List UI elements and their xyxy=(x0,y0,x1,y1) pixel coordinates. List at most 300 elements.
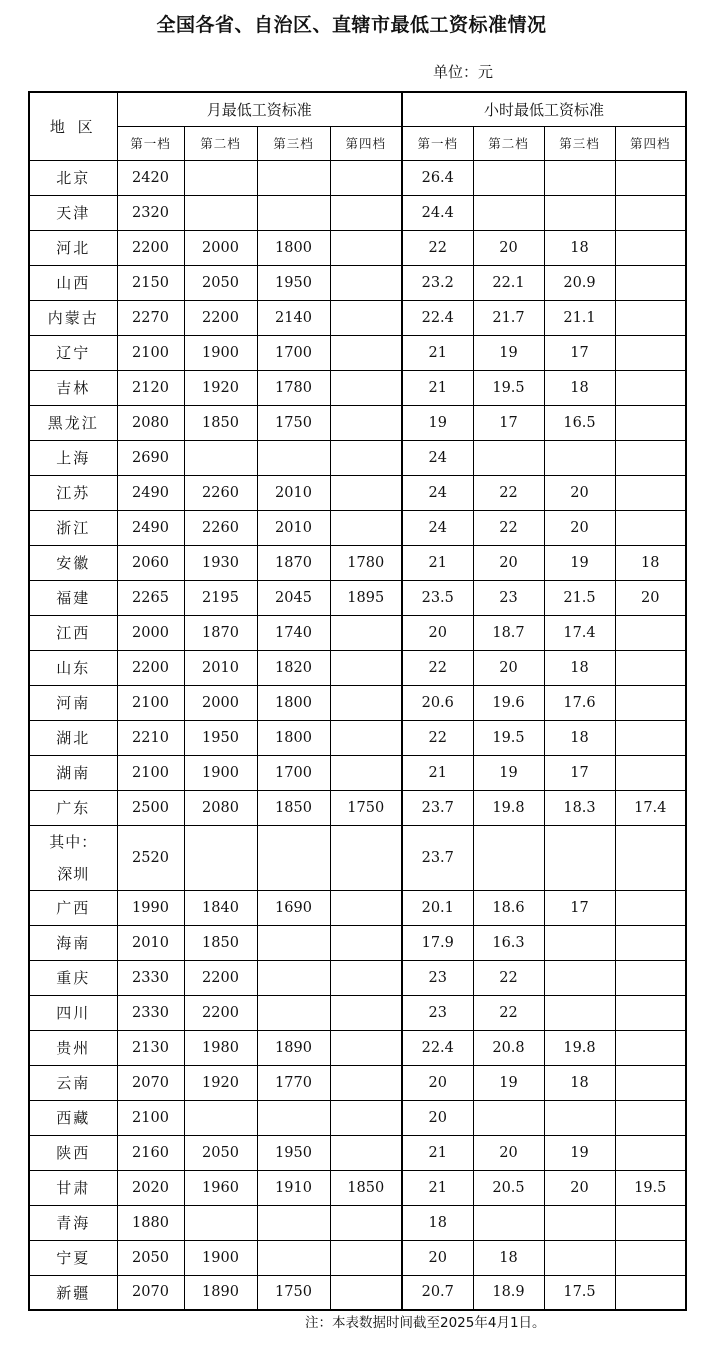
hourly-tier-2-cell: 18 xyxy=(473,1240,544,1275)
region-cell: 重庆 xyxy=(29,960,117,995)
table-row xyxy=(29,405,686,440)
monthly-tier-4-cell xyxy=(330,370,402,405)
monthly-tier-3-cell xyxy=(257,1100,330,1135)
table-row xyxy=(29,790,686,825)
monthly-tier-4-cell xyxy=(330,1030,402,1065)
monthly-tier-4-cell xyxy=(330,685,402,720)
region-cell: 安徽 xyxy=(29,545,117,580)
hourly-tier-3-cell xyxy=(544,1240,615,1275)
hourly-tier-1-cell: 21 xyxy=(402,545,473,580)
monthly-tier-4-cell: 1895 xyxy=(330,580,402,615)
monthly-tier-3-cell: 1740 xyxy=(257,615,330,650)
hourly-tier-3-cell: 17.4 xyxy=(544,615,615,650)
monthly-tier-2-cell: 1960 xyxy=(184,1170,257,1205)
hourly-tier-2-cell xyxy=(473,1205,544,1240)
table-row xyxy=(29,1205,686,1240)
monthly-tier-4-cell xyxy=(330,1205,402,1240)
hourly-tier-2-cell: 18.6 xyxy=(473,890,544,925)
monthly-tier-3-cell: 2045 xyxy=(257,580,330,615)
hourly-tier-2-cell: 20 xyxy=(473,230,544,265)
monthly-tier-4-cell xyxy=(330,650,402,685)
hourly-tier-1-cell: 20 xyxy=(402,1240,473,1275)
monthly-tier-1-cell: 2320 xyxy=(117,195,184,230)
monthly-tier-4-cell: 1750 xyxy=(330,790,402,825)
monthly-tier-4-cell xyxy=(330,195,402,230)
hourly-tier-4-cell xyxy=(615,650,686,685)
hourly-tier-3-cell: 21.1 xyxy=(544,300,615,335)
hourly-tier-2-cell: 18.9 xyxy=(473,1275,544,1310)
monthly-tier-1-cell: 1880 xyxy=(117,1205,184,1240)
hourly-tier-1-cell: 21 xyxy=(402,335,473,370)
hourly-tier-1-cell: 24 xyxy=(402,510,473,545)
monthly-tier-1-cell: 2100 xyxy=(117,1100,184,1135)
hourly-tier-1-cell: 21 xyxy=(402,1170,473,1205)
hourly-tier-1-cell: 24 xyxy=(402,440,473,475)
hourly-tier-3-cell: 20 xyxy=(544,1170,615,1205)
table-row xyxy=(29,335,686,370)
region-cell: 广西 xyxy=(29,890,117,925)
hourly-tier-3-cell xyxy=(544,825,615,890)
hourly-tier-3-cell: 20.9 xyxy=(544,265,615,300)
hourly-tier-4-cell xyxy=(615,160,686,195)
hourly-tier-2-cell: 20.8 xyxy=(473,1030,544,1065)
monthly-tier-2-cell xyxy=(184,825,257,890)
monthly-tier-4-cell xyxy=(330,995,402,1030)
monthly-tier-2-cell: 1920 xyxy=(184,1065,257,1100)
hourly-tier-4-cell: 20 xyxy=(615,580,686,615)
hourly-tier-2-header: 第二档 xyxy=(473,126,544,160)
hourly-tier-2-cell xyxy=(473,1100,544,1135)
hourly-tier-3-cell xyxy=(544,960,615,995)
page-title: 全国各省、自治区、直辖市最低工资标准情况 xyxy=(156,14,547,36)
hourly-tier-1-cell: 17.9 xyxy=(402,925,473,960)
hourly-tier-3-cell: 18 xyxy=(544,720,615,755)
hourly-tier-3-cell xyxy=(544,440,615,475)
hourly-tier-4-cell xyxy=(615,1275,686,1310)
monthly-tier-1-cell: 2420 xyxy=(117,160,184,195)
hourly-tier-2-cell: 19 xyxy=(473,1065,544,1100)
table-row xyxy=(29,960,686,995)
hourly-tier-4-cell xyxy=(615,300,686,335)
hourly-tier-2-cell: 18.7 xyxy=(473,615,544,650)
hourly-tier-4-cell xyxy=(615,1135,686,1170)
monthly-tier-1-cell: 2100 xyxy=(117,335,184,370)
table-row xyxy=(29,685,686,720)
hourly-tier-4-cell xyxy=(615,720,686,755)
hourly-tier-2-cell xyxy=(473,160,544,195)
monthly-tier-4-header: 第四档 xyxy=(330,126,402,160)
hourly-tier-3-cell: 21.5 xyxy=(544,580,615,615)
monthly-tier-1-cell: 2070 xyxy=(117,1065,184,1100)
monthly-tier-1-cell: 2690 xyxy=(117,440,184,475)
monthly-tier-3-cell xyxy=(257,825,330,890)
monthly-tier-3-cell: 1820 xyxy=(257,650,330,685)
monthly-tier-2-header: 第二档 xyxy=(184,126,257,160)
region-cell: 四川 xyxy=(29,995,117,1030)
table-row xyxy=(29,755,686,790)
hourly-tier-4-cell xyxy=(615,1065,686,1100)
monthly-tier-3-cell: 1950 xyxy=(257,1135,330,1170)
region-cell: 江西 xyxy=(29,615,117,650)
table-row xyxy=(29,1100,686,1135)
monthly-tier-1-cell: 1990 xyxy=(117,890,184,925)
hourly-tier-4-cell xyxy=(615,475,686,510)
monthly-tier-4-cell xyxy=(330,160,402,195)
hourly-tier-2-cell: 19.5 xyxy=(473,370,544,405)
hourly-tier-1-cell: 21 xyxy=(402,370,473,405)
monthly-tier-4-cell xyxy=(330,1240,402,1275)
hourly-tier-4-cell xyxy=(615,1240,686,1275)
table-row xyxy=(29,510,686,545)
region-cell: 宁夏 xyxy=(29,1240,117,1275)
monthly-tier-2-cell: 1930 xyxy=(184,545,257,580)
monthly-tier-2-cell: 1900 xyxy=(184,1240,257,1275)
hourly-tier-2-cell: 22 xyxy=(473,995,544,1030)
monthly-tier-2-cell: 1980 xyxy=(184,1030,257,1065)
table-row xyxy=(29,475,686,510)
monthly-tier-3-cell: 1800 xyxy=(257,720,330,755)
monthly-tier-4-cell xyxy=(330,475,402,510)
hourly-tier-3-cell: 20 xyxy=(544,475,615,510)
monthly-tier-3-cell xyxy=(257,1240,330,1275)
hourly-tier-2-cell: 19.5 xyxy=(473,720,544,755)
table-header xyxy=(29,92,686,160)
monthly-tier-2-cell: 2080 xyxy=(184,790,257,825)
hourly-tier-1-cell: 22.4 xyxy=(402,300,473,335)
hourly-tier-1-cell: 21 xyxy=(402,755,473,790)
table-row xyxy=(29,1065,686,1100)
hourly-tier-3-cell: 18 xyxy=(544,230,615,265)
monthly-tier-1-cell: 2490 xyxy=(117,475,184,510)
unit-label: 单位：元 xyxy=(433,63,494,81)
monthly-tier-3-cell xyxy=(257,995,330,1030)
monthly-tier-2-cell: 1900 xyxy=(184,335,257,370)
hourly-tier-4-cell xyxy=(615,440,686,475)
monthly-tier-2-cell: 1950 xyxy=(184,720,257,755)
hourly-tier-1-cell: 20.6 xyxy=(402,685,473,720)
header-group-row xyxy=(29,92,686,126)
monthly-tier-3-cell xyxy=(257,1205,330,1240)
hourly-tier-4-cell xyxy=(615,1100,686,1135)
hourly-tier-1-cell: 23 xyxy=(402,995,473,1030)
hourly-tier-1-cell: 20 xyxy=(402,1065,473,1100)
monthly-tier-2-cell xyxy=(184,1100,257,1135)
hourly-tier-2-cell: 20 xyxy=(473,1135,544,1170)
monthly-tier-1-cell: 2270 xyxy=(117,300,184,335)
hourly-tier-4-cell xyxy=(615,995,686,1030)
region-cell: 新疆 xyxy=(29,1275,117,1310)
region-column-header: 地 区 xyxy=(29,92,117,160)
hourly-tier-3-cell xyxy=(544,1205,615,1240)
monthly-tier-4-cell xyxy=(330,615,402,650)
monthly-tier-4-cell xyxy=(330,925,402,960)
monthly-tier-1-cell: 2070 xyxy=(117,1275,184,1310)
hourly-tier-4-cell xyxy=(615,510,686,545)
hourly-tier-2-cell xyxy=(473,440,544,475)
hourly-tier-4-cell xyxy=(615,405,686,440)
footnote: 注：本表数据时间截至2025年4月1日。 xyxy=(305,1315,546,1331)
monthly-tier-2-cell: 2050 xyxy=(184,1135,257,1170)
monthly-tier-2-cell xyxy=(184,440,257,475)
monthly-tier-1-cell: 2210 xyxy=(117,720,184,755)
hourly-tier-1-cell: 23.5 xyxy=(402,580,473,615)
hourly-tier-2-cell: 19.6 xyxy=(473,685,544,720)
monthly-tier-4-cell xyxy=(330,960,402,995)
monthly-tier-3-cell: 1770 xyxy=(257,1065,330,1100)
region-cell: 青海 xyxy=(29,1205,117,1240)
monthly-tier-1-cell: 2490 xyxy=(117,510,184,545)
monthly-tier-1-cell: 2200 xyxy=(117,230,184,265)
hourly-tier-3-cell xyxy=(544,160,615,195)
hourly-tier-3-cell: 17 xyxy=(544,755,615,790)
monthly-tier-3-cell: 1750 xyxy=(257,405,330,440)
table-row xyxy=(29,825,686,890)
table-row xyxy=(29,195,686,230)
table-row xyxy=(29,1030,686,1065)
hourly-tier-2-cell: 20.5 xyxy=(473,1170,544,1205)
monthly-tier-4-cell xyxy=(330,1065,402,1100)
monthly-tier-1-cell: 2080 xyxy=(117,405,184,440)
region-cell: 吉林 xyxy=(29,370,117,405)
monthly-tier-3-cell: 1910 xyxy=(257,1170,330,1205)
hourly-tier-3-cell: 17.6 xyxy=(544,685,615,720)
monthly-tier-4-cell: 1850 xyxy=(330,1170,402,1205)
hourly-tier-1-cell: 26.4 xyxy=(402,160,473,195)
monthly-tier-3-cell: 1890 xyxy=(257,1030,330,1065)
region-cell: 甘肃 xyxy=(29,1170,117,1205)
monthly-tier-3-cell xyxy=(257,195,330,230)
region-cell: 陕西 xyxy=(29,1135,117,1170)
monthly-tier-1-header: 第一档 xyxy=(117,126,184,160)
monthly-tier-1-cell: 2200 xyxy=(117,650,184,685)
monthly-tier-4-cell xyxy=(330,230,402,265)
hourly-tier-1-header: 第一档 xyxy=(402,126,473,160)
hourly-tier-4-cell xyxy=(615,1205,686,1240)
hourly-tier-3-cell: 18.3 xyxy=(544,790,615,825)
hourly-tier-4-cell: 17.4 xyxy=(615,790,686,825)
monthly-tier-4-cell xyxy=(330,825,402,890)
hourly-tier-3-cell: 16.5 xyxy=(544,405,615,440)
hourly-tier-4-cell xyxy=(615,685,686,720)
monthly-tier-3-cell: 2140 xyxy=(257,300,330,335)
monthly-tier-2-cell: 2260 xyxy=(184,475,257,510)
monthly-tier-2-cell: 2200 xyxy=(184,960,257,995)
table-row xyxy=(29,580,686,615)
hourly-tier-2-cell: 20 xyxy=(473,650,544,685)
table-row xyxy=(29,615,686,650)
monthly-tier-4-cell xyxy=(330,335,402,370)
hourly-tier-4-cell xyxy=(615,370,686,405)
table-row xyxy=(29,230,686,265)
region-cell: 福建 xyxy=(29,580,117,615)
monthly-tier-4-cell xyxy=(330,405,402,440)
hourly-tier-2-cell: 23 xyxy=(473,580,544,615)
hourly-tier-1-cell: 24 xyxy=(402,475,473,510)
hourly-tier-2-cell: 16.3 xyxy=(473,925,544,960)
monthly-tier-2-cell: 1870 xyxy=(184,615,257,650)
hourly-tier-3-cell: 19 xyxy=(544,545,615,580)
hourly-tier-1-cell: 22 xyxy=(402,650,473,685)
hourly-tier-2-cell: 19 xyxy=(473,755,544,790)
monthly-tier-2-cell: 2050 xyxy=(184,265,257,300)
hourly-tier-4-cell xyxy=(615,230,686,265)
monthly-tier-2-cell: 2200 xyxy=(184,300,257,335)
hourly-tier-1-cell: 22 xyxy=(402,230,473,265)
monthly-wage-header: 月最低工资标准 xyxy=(117,92,402,126)
hourly-tier-4-cell: 18 xyxy=(615,545,686,580)
monthly-tier-2-cell: 2000 xyxy=(184,685,257,720)
hourly-tier-1-cell: 19 xyxy=(402,405,473,440)
monthly-tier-4-cell xyxy=(330,755,402,790)
hourly-tier-2-cell xyxy=(473,825,544,890)
monthly-tier-3-header: 第三档 xyxy=(257,126,330,160)
table-row xyxy=(29,1275,686,1310)
region-cell: 上海 xyxy=(29,440,117,475)
monthly-tier-3-cell: 1690 xyxy=(257,890,330,925)
hourly-tier-4-cell xyxy=(615,195,686,230)
table-row xyxy=(29,995,686,1030)
monthly-tier-1-cell: 2160 xyxy=(117,1135,184,1170)
monthly-tier-1-cell: 2150 xyxy=(117,265,184,300)
hourly-tier-3-cell xyxy=(544,195,615,230)
min-wage-table xyxy=(28,91,687,1311)
table-body xyxy=(29,160,686,1310)
hourly-tier-2-cell: 21.7 xyxy=(473,300,544,335)
monthly-tier-2-cell: 2010 xyxy=(184,650,257,685)
table-row xyxy=(29,160,686,195)
table-row xyxy=(29,925,686,960)
hourly-tier-1-cell: 23.2 xyxy=(402,265,473,300)
hourly-tier-1-cell: 22 xyxy=(402,720,473,755)
hourly-tier-2-cell: 22 xyxy=(473,960,544,995)
monthly-tier-3-cell: 1700 xyxy=(257,335,330,370)
hourly-tier-4-cell xyxy=(615,335,686,370)
table-row xyxy=(29,300,686,335)
monthly-tier-3-cell xyxy=(257,160,330,195)
monthly-tier-1-cell: 2060 xyxy=(117,545,184,580)
monthly-tier-3-cell: 1870 xyxy=(257,545,330,580)
hourly-tier-2-cell: 20 xyxy=(473,545,544,580)
table-row xyxy=(29,1240,686,1275)
hourly-tier-1-cell: 22.4 xyxy=(402,1030,473,1065)
hourly-tier-1-cell: 20.1 xyxy=(402,890,473,925)
monthly-tier-1-cell: 2330 xyxy=(117,960,184,995)
hourly-tier-4-cell xyxy=(615,890,686,925)
region-cell: 浙江 xyxy=(29,510,117,545)
monthly-tier-4-cell xyxy=(330,265,402,300)
monthly-tier-1-cell: 2010 xyxy=(117,925,184,960)
monthly-tier-1-cell: 2020 xyxy=(117,1170,184,1205)
hourly-tier-4-header: 第四档 xyxy=(615,126,686,160)
hourly-tier-3-cell xyxy=(544,995,615,1030)
table-row xyxy=(29,1170,686,1205)
monthly-tier-3-cell: 2010 xyxy=(257,510,330,545)
monthly-tier-2-cell: 2200 xyxy=(184,995,257,1030)
hourly-tier-2-cell: 22 xyxy=(473,510,544,545)
monthly-tier-4-cell xyxy=(330,1100,402,1135)
hourly-tier-4-cell xyxy=(615,825,686,890)
table-row xyxy=(29,545,686,580)
monthly-tier-2-cell: 2000 xyxy=(184,230,257,265)
monthly-tier-3-cell: 1700 xyxy=(257,755,330,790)
monthly-tier-2-cell xyxy=(184,160,257,195)
monthly-tier-2-cell: 1840 xyxy=(184,890,257,925)
monthly-tier-2-cell xyxy=(184,195,257,230)
monthly-tier-3-cell: 1780 xyxy=(257,370,330,405)
monthly-tier-3-cell: 1800 xyxy=(257,685,330,720)
region-cell: 北京 xyxy=(29,160,117,195)
hourly-tier-2-cell xyxy=(473,195,544,230)
region-cell: 内蒙古 xyxy=(29,300,117,335)
hourly-tier-1-cell: 23.7 xyxy=(402,825,473,890)
hourly-tier-3-cell: 17.5 xyxy=(544,1275,615,1310)
hourly-tier-3-header: 第三档 xyxy=(544,126,615,160)
region-cell: 天津 xyxy=(29,195,117,230)
region-cell: 海南 xyxy=(29,925,117,960)
monthly-tier-1-cell: 2265 xyxy=(117,580,184,615)
region-cell: 黑龙江 xyxy=(29,405,117,440)
hourly-tier-2-cell: 22.1 xyxy=(473,265,544,300)
region-cell: 云南 xyxy=(29,1065,117,1100)
monthly-tier-2-cell: 2260 xyxy=(184,510,257,545)
hourly-tier-2-cell: 22 xyxy=(473,475,544,510)
monthly-tier-2-cell: 1890 xyxy=(184,1275,257,1310)
hourly-tier-2-cell: 19.8 xyxy=(473,790,544,825)
monthly-tier-1-cell: 2500 xyxy=(117,790,184,825)
monthly-tier-3-cell xyxy=(257,960,330,995)
monthly-tier-4-cell xyxy=(330,890,402,925)
table-row xyxy=(29,720,686,755)
hourly-tier-1-cell: 20.7 xyxy=(402,1275,473,1310)
hourly-tier-1-cell: 23.7 xyxy=(402,790,473,825)
hourly-tier-3-cell: 17 xyxy=(544,890,615,925)
region-cell: 河北 xyxy=(29,230,117,265)
hourly-tier-3-cell: 17 xyxy=(544,335,615,370)
monthly-tier-2-cell: 2195 xyxy=(184,580,257,615)
table-row xyxy=(29,265,686,300)
hourly-tier-1-cell: 18 xyxy=(402,1205,473,1240)
hourly-wage-header: 小时最低工资标准 xyxy=(402,92,686,126)
table-row xyxy=(29,440,686,475)
hourly-tier-4-cell xyxy=(615,615,686,650)
hourly-tier-3-cell: 19.8 xyxy=(544,1030,615,1065)
region-cell: 江苏 xyxy=(29,475,117,510)
monthly-tier-1-cell: 2520 xyxy=(117,825,184,890)
monthly-tier-4-cell xyxy=(330,300,402,335)
region-cell: 山东 xyxy=(29,650,117,685)
monthly-tier-1-cell: 2000 xyxy=(117,615,184,650)
monthly-tier-4-cell: 1780 xyxy=(330,545,402,580)
monthly-tier-3-cell xyxy=(257,925,330,960)
monthly-tier-4-cell xyxy=(330,720,402,755)
monthly-tier-1-cell: 2330 xyxy=(117,995,184,1030)
region-cell: 湖南 xyxy=(29,755,117,790)
hourly-tier-3-cell: 18 xyxy=(544,650,615,685)
region-cell: 其中：深圳 xyxy=(29,825,117,890)
hourly-tier-2-cell: 17 xyxy=(473,405,544,440)
monthly-tier-3-cell xyxy=(257,440,330,475)
hourly-tier-4-cell: 19.5 xyxy=(615,1170,686,1205)
hourly-tier-4-cell xyxy=(615,960,686,995)
monthly-tier-3-cell: 1850 xyxy=(257,790,330,825)
region-cell: 西藏 xyxy=(29,1100,117,1135)
monthly-tier-4-cell xyxy=(330,1135,402,1170)
region-cell: 河南 xyxy=(29,685,117,720)
region-cell: 辽宁 xyxy=(29,335,117,370)
region-cell: 湖北 xyxy=(29,720,117,755)
monthly-tier-1-cell: 2120 xyxy=(117,370,184,405)
monthly-tier-3-cell: 1750 xyxy=(257,1275,330,1310)
